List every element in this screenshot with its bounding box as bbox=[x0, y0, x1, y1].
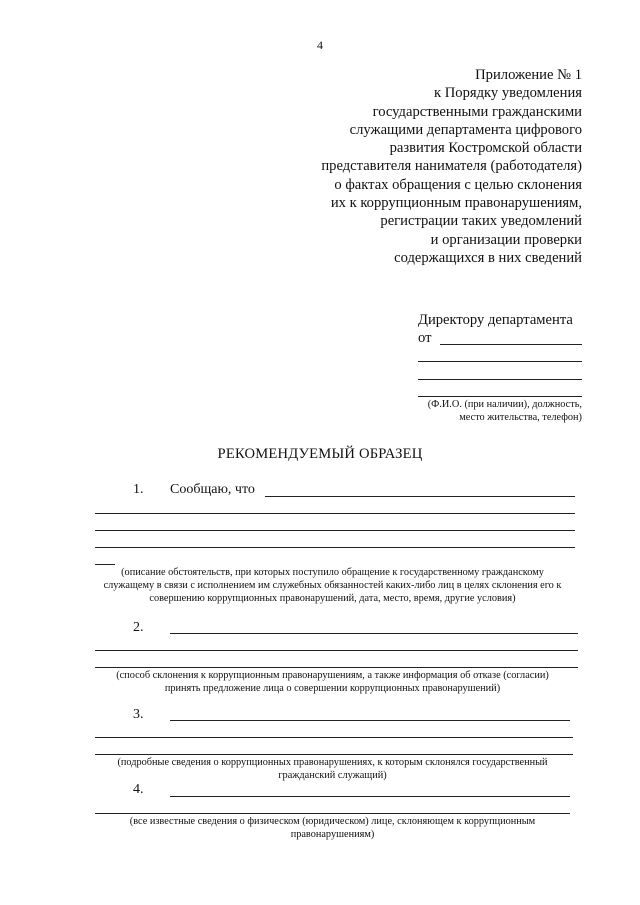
item-4-field-line[interactable] bbox=[170, 796, 570, 797]
item-1-field-line[interactable] bbox=[95, 530, 575, 531]
item-2-note bbox=[80, 669, 585, 695]
item-number: 4. bbox=[133, 782, 144, 797]
appendix-line: о фактах обращения с целью склонения bbox=[334, 176, 582, 193]
item-3-field-line[interactable] bbox=[95, 754, 573, 755]
addressee-note bbox=[400, 398, 582, 424]
appendix-line: и организации проверки bbox=[430, 231, 582, 248]
note-line: (все известные сведения о физическом (юридическом) лице, склоняющем к коррупционным bbox=[129, 816, 536, 827]
addressee-note-line: место жительства, телефон) bbox=[459, 412, 582, 423]
appendix-line: их к коррупционным правонарушениям, bbox=[330, 195, 582, 212]
item-3-field-line[interactable] bbox=[95, 737, 573, 738]
note-line: (подробные сведения о коррупционных правонарушениях, к которым склонялся государственный bbox=[117, 757, 548, 768]
item-1-field-line[interactable] bbox=[95, 564, 115, 565]
item-number: 2. bbox=[133, 620, 144, 635]
item-1-field-line[interactable] bbox=[265, 496, 575, 497]
item-1-note bbox=[80, 566, 585, 605]
item-3-note bbox=[80, 756, 585, 782]
item-4-field-line[interactable] bbox=[95, 813, 570, 814]
item-number: 1. bbox=[133, 482, 144, 497]
appendix-line: служащими департамента цифрового bbox=[349, 121, 582, 138]
addressee-from-field[interactable] bbox=[440, 344, 582, 345]
note-line: совершению коррупционных правонарушений, дата, место, время, другие условия) bbox=[149, 593, 516, 604]
appendix-line: содержащихся в них сведений bbox=[394, 249, 582, 266]
item-lead-text: Сообщаю, что bbox=[170, 482, 255, 497]
addressee-field-line[interactable] bbox=[418, 361, 582, 362]
appendix-header bbox=[242, 66, 582, 267]
note-line: принять предложение лица о совершении коррупционных правонарушений) bbox=[164, 683, 501, 694]
note-line: гражданский служащий) bbox=[278, 770, 387, 781]
addressee-note-line: (Ф.И.О. (при наличии), должность, bbox=[427, 399, 582, 410]
note-line: (описание обстоятельств, при которых поступило обращение к государственному гражданскому bbox=[121, 567, 544, 578]
item-2-field-line[interactable] bbox=[95, 650, 578, 651]
appendix-line: Приложение № 1 bbox=[475, 67, 582, 83]
appendix-line: развития Костромской области bbox=[389, 140, 582, 157]
addressee-title: Директору департамента bbox=[418, 312, 573, 328]
appendix-line: государственными гражданскими bbox=[372, 103, 582, 120]
appendix-line: регистрации таких уведомлений bbox=[380, 213, 582, 230]
note-line: служащему в связи с исполнением им служебных обязанностей каких-либо лиц в целях склонения его к bbox=[103, 580, 562, 591]
item-1-field-line[interactable] bbox=[95, 513, 575, 514]
note-line: (способ склонения к коррупционным правонарушениям, а также информация об отказе (согласии) bbox=[116, 670, 549, 681]
addressee-field-line[interactable] bbox=[418, 396, 582, 397]
page-number: 4 bbox=[317, 38, 323, 52]
item-2-field-line[interactable] bbox=[95, 667, 578, 668]
item-1-field-line[interactable] bbox=[95, 547, 575, 548]
item-number: 3. bbox=[133, 707, 144, 722]
appendix-line: представителя нанимателя (работодателя) bbox=[321, 158, 582, 175]
addressee-from-label: от bbox=[418, 330, 432, 346]
document-heading: РЕКОМЕНДУЕМЫЙ ОБРАЗЕЦ bbox=[217, 446, 423, 462]
item-4-note bbox=[80, 815, 585, 841]
addressee-block bbox=[418, 311, 588, 347]
note-line: правонарушениям) bbox=[290, 829, 375, 840]
item-3-field-line[interactable] bbox=[170, 720, 570, 721]
addressee-field-line[interactable] bbox=[418, 379, 582, 380]
item-2-field-line[interactable] bbox=[170, 633, 578, 634]
appendix-line: к Порядку уведомления bbox=[434, 85, 582, 102]
